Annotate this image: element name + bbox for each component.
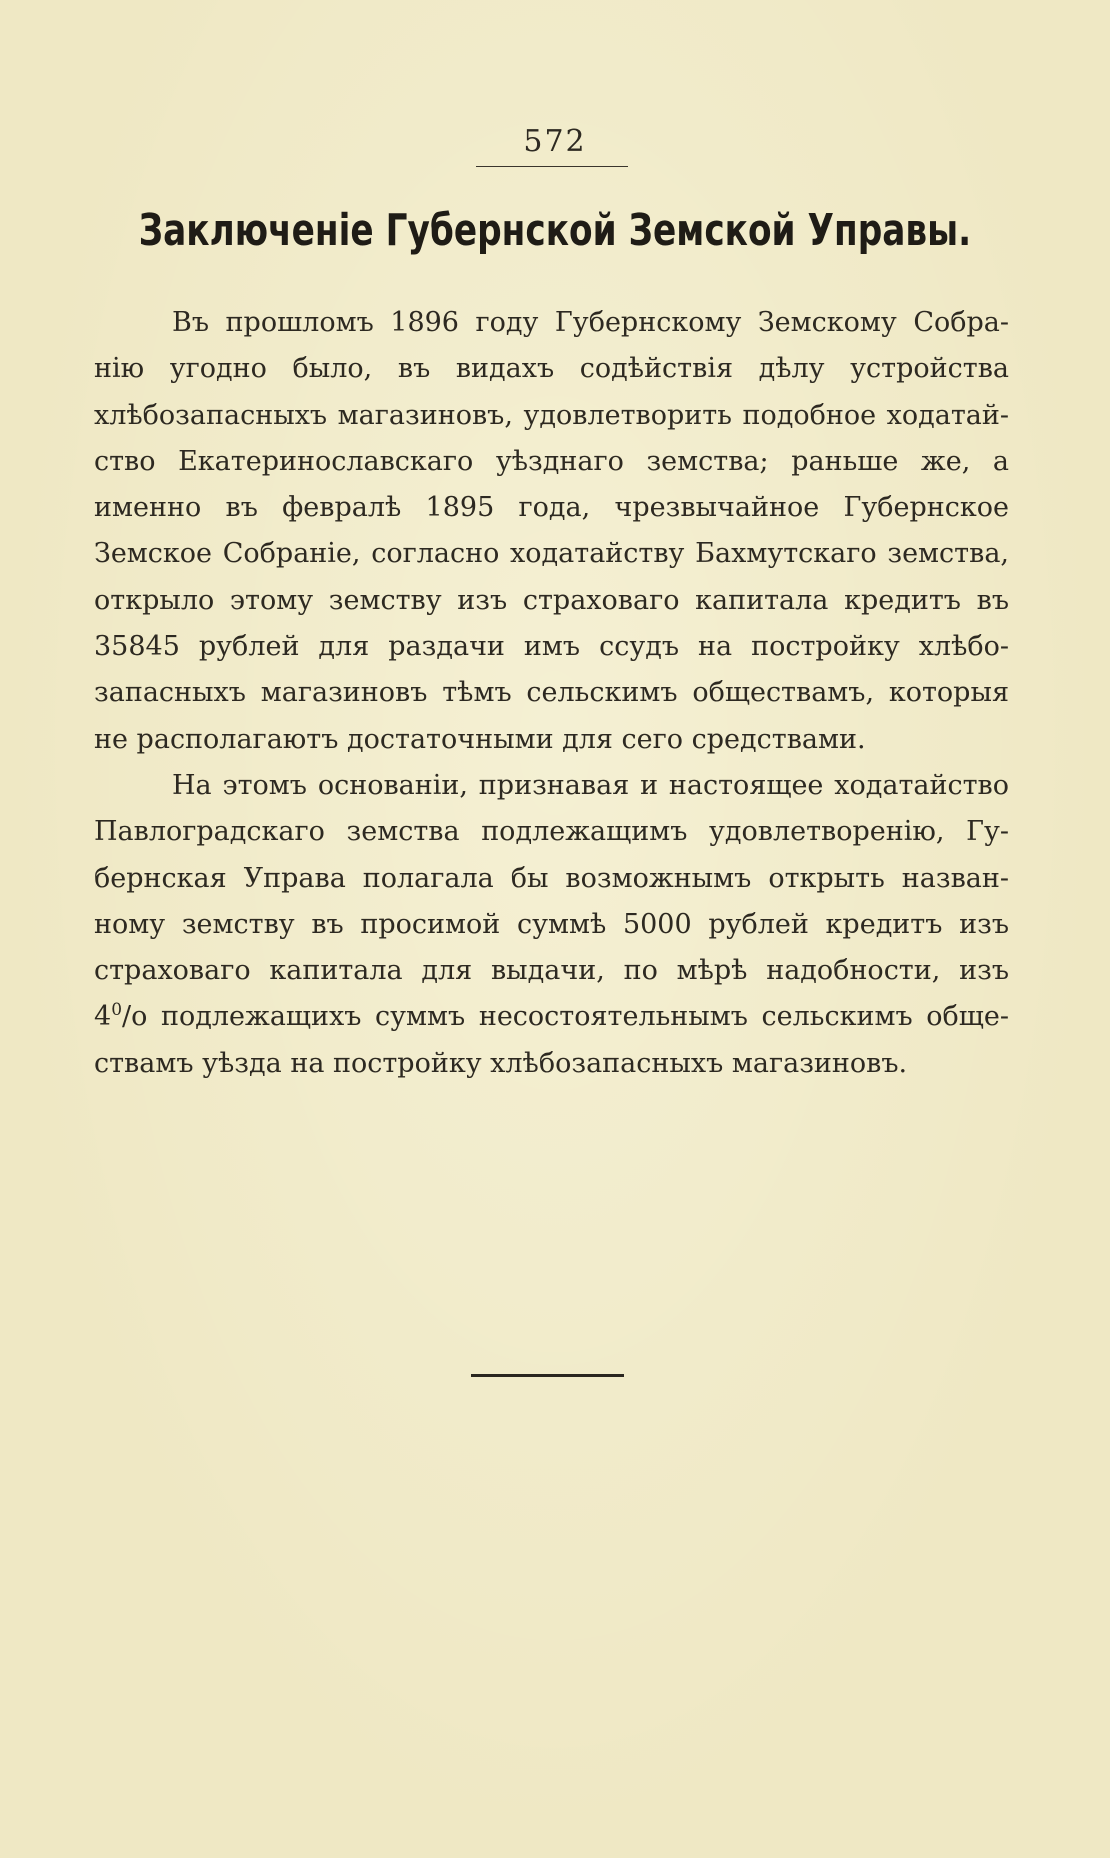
paragraph-1-line-6: Земское Собраніе, согласно ходатайству Бахмутскаго земства, (94, 538, 1009, 570)
paragraph-2-line-1: На этомъ основаніи, признавая и настоящее ходатайство (172, 769, 1009, 801)
paragraph-1-line-9: запасныхъ магазиновъ тѣмъ сельскимъ обществамъ, которыя (94, 677, 1009, 709)
paragraph-2-line-6-text: подлежащихъ суммъ несостоятельнымъ сельскимъ обще- (160, 1001, 1010, 1033)
paragraph-1-line-5: именно въ февралѣ 1895 года, чрезвычайное Губернское (94, 492, 1009, 524)
paragraph-2-line-6 (94, 994, 1009, 1040)
paragraph-1-line-1: Въ прошломъ 1896 году Губернскому Земскому Собра- (172, 307, 1009, 338)
percent-sign: /o (122, 1001, 161, 1033)
paragraph-1-line-3: хлѣбозапасныхъ магазиновъ, удовлетворить подобное ходатай- (94, 399, 1009, 431)
percent-number: 4 (94, 1001, 112, 1033)
paragraph-2-line-7: ствамъ уѣзда на постройку хлѣбозапасныхъ магазиновъ. (94, 1047, 908, 1079)
body-text (94, 300, 1009, 1087)
paragraph-2-line-5: страховаго капитала для выдачи, по мѣрѣ надобности, изъ (94, 955, 1009, 987)
percent-superscript: 0 (111, 1000, 123, 1021)
paragraph-2-line-3: бернская Управа полагала бы возможнымъ открыть назван- (94, 862, 1009, 894)
end-rule (471, 1374, 624, 1377)
paragraph-1-line-2: нію угодно было, въ видахъ содѣйствія дѣлу устройства (94, 353, 1009, 385)
page-number: 572 (523, 124, 587, 159)
paragraph-1-line-4: ство Екатеринославскаго уѣзднаго земства; раньше же, а (94, 445, 1009, 477)
section-heading: Заключеніе Губернской Земской Управы. (138, 205, 972, 256)
paragraph-1-line-10: не располагаютъ достаточными для сего средствами. (94, 723, 866, 755)
page-number-rule (476, 166, 628, 167)
paragraph-1-line-8: 35845 рублей для раздачи имъ ссудъ на постройку хлѣбо- (94, 631, 1009, 663)
paragraph-2-line-4: ному земству въ просимой суммѣ 5000 рублей кредитъ изъ (94, 908, 1009, 940)
paragraph-1-line-7: открыло этому земству изъ страховаго капитала кредитъ въ (94, 584, 1009, 616)
paragraph-2-line-2: Павлоградскаго земства подлежащимъ удовлетворенію, Гу- (94, 816, 1009, 848)
